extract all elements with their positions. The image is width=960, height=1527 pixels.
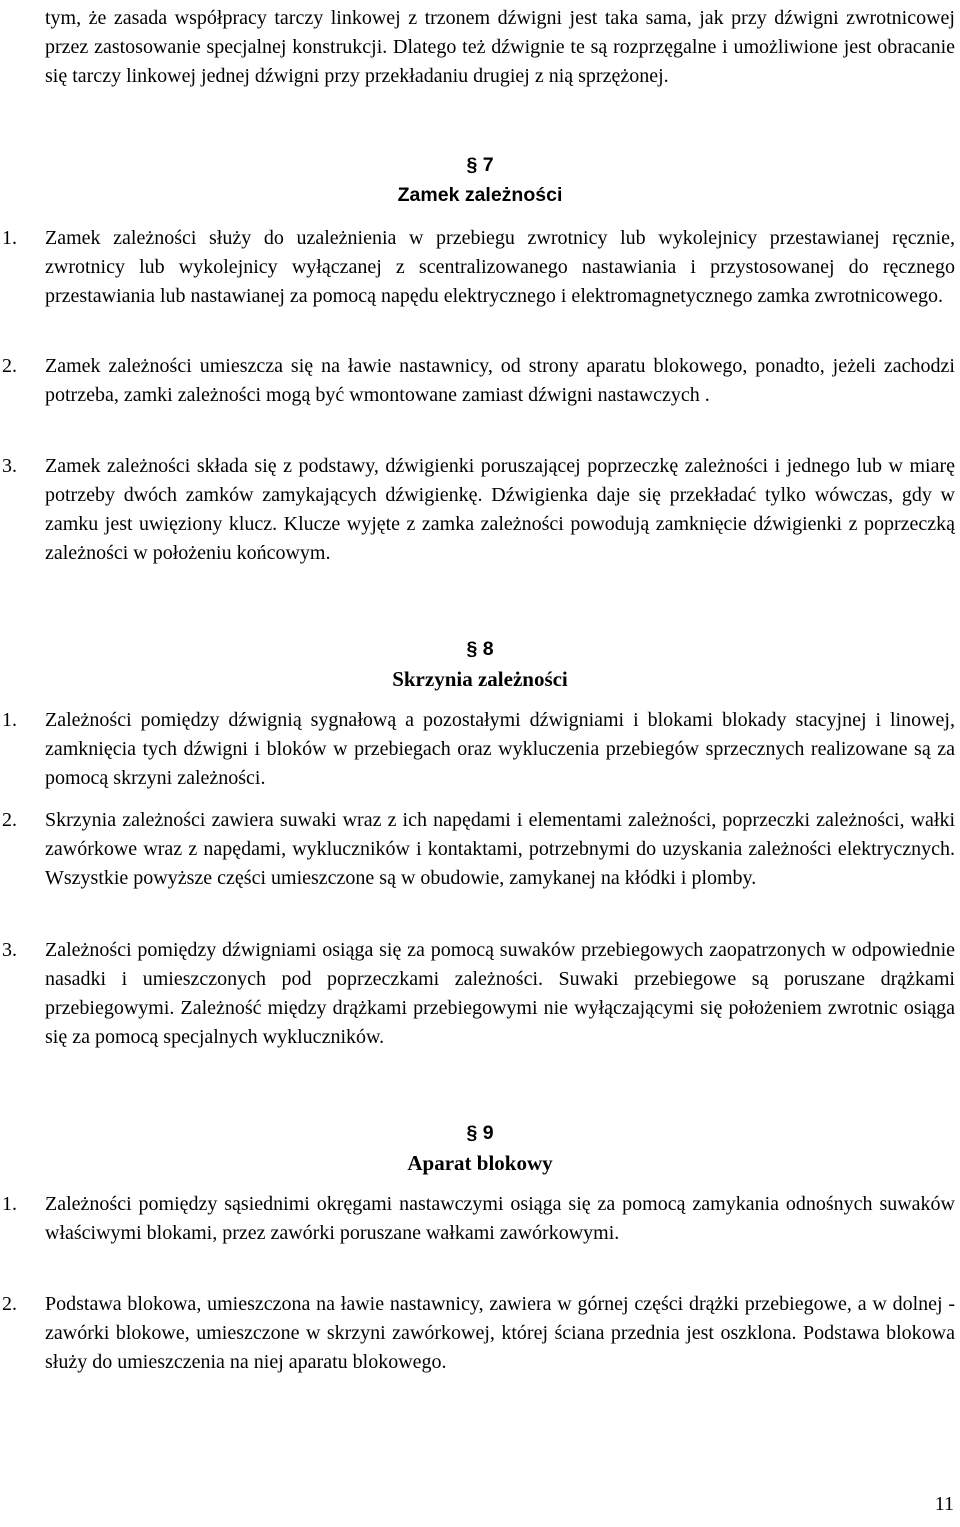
section-7-number: § 7 bbox=[466, 154, 494, 176]
item-text: Zależności pomiędzy dźwigniami osiąga się za pomocą suwaków przebiegowych zaopatrzonych w odpowiednie nasadki i umieszczonych pod poprzeczkami zależności. Suwaki przebiegowe są poruszane drążkami przebiegowymi. Zależność między drążkami przebiegowymi nie wyłączającymi się położeniem zwrotnic osiąga się za pomocą specjalnych wykluczników. bbox=[45, 939, 955, 1048]
item-number: 1. bbox=[2, 1193, 17, 1215]
item-number: 2. bbox=[2, 1293, 17, 1315]
section-9-title: Aparat blokowy bbox=[407, 1151, 553, 1175]
item-number: 2. bbox=[2, 355, 17, 377]
section-7-item-2 bbox=[0, 352, 960, 410]
section-9-item-1 bbox=[0, 1190, 960, 1248]
section-9-number: § 9 bbox=[466, 1122, 494, 1144]
section-8-item-3 bbox=[0, 936, 960, 1052]
section-7-title: Zamek zależności bbox=[397, 184, 563, 206]
item-text: Zamek zależności służy do uzależnienia w przebiegu zwrotnicy lub wykolejnicy przestawianej ręcznie, zwrotnicy lub wykolejnicy wyłączanej z scentralizowanego nastawiania i przystosowanej do ręcznego przestawiania lub nastawianej za pomocą napędu elektrycznego i elektromagnetycznego zamka zwrotnicowego. bbox=[45, 227, 955, 307]
item-text: Zamek zależności składa się z podstawy, dźwigienki poruszającej poprzeczkę zależności i jednego lub w miarę potrzeby dwóch zamków zamykających dźwigienkę. Dźwigienka daje się przekładać tylko wówczas, gdy w zamku jest uwięziony klucz. Klucze wyjęte z zamka zależności powodują zamknięcie dźwigienki z poprzeczką zależności w położeniu końcowym. bbox=[45, 455, 955, 564]
page-number: 11 bbox=[934, 1493, 954, 1515]
section-9-item-2 bbox=[0, 1290, 960, 1377]
item-text: Zamek zależności umieszcza się na ławie nastawnicy, od strony aparatu blokowego, ponadto, jeżeli zachodzi potrzeba, zamki zależności mogą być wmontowane zamiast dźwigni nastawczych . bbox=[45, 355, 955, 406]
item-text: Skrzynia zależności zawiera suwaki wraz z ich napędami i elementami zależności, poprzeczki zależności, wałki zawórkowe wraz z napędami, wykluczników i kontaktami, potrzebnymi do uzyskania zależności elektrycznych. Wszystkie powyższe części umieszczone są w obudowie, zamykanej na kłódki i plomby. bbox=[45, 809, 955, 889]
section-8-item-2 bbox=[0, 806, 960, 893]
intro-text: tym, że zasada współpracy tarczy linkowej z trzonem dźwigni jest taka sama, jak przy dźwigni zwrotnicowej przez zastosowanie specjalnej konstrukcji. Dlatego też dźwignie te są rozprzęgalne i umożliwione jest obracanie się tarczy linkowej jednej dźwigni przy przekładaniu drugiej z nią sprzężonej. bbox=[45, 7, 955, 87]
item-text: Zależności pomiędzy sąsiednimi okręgami nastawczymi osiąga się za pomocą zamykania odnośnych suwaków właściwymi blokami, przez zawórki poruszane wałkami zawórkowymi. bbox=[45, 1193, 955, 1244]
item-number: 2. bbox=[2, 809, 17, 831]
intro-paragraph bbox=[0, 4, 960, 91]
item-number: 3. bbox=[2, 455, 17, 477]
section-8-title: Skrzynia zależności bbox=[392, 667, 568, 691]
item-number: 1. bbox=[2, 227, 17, 249]
section-8-item-1 bbox=[0, 706, 960, 793]
section-7-item-3 bbox=[0, 452, 960, 568]
item-text: Zależności pomiędzy dźwignią sygnałową a pozostałymi dźwigniami i blokami blokady stacyjnej i linowej, zamknięcia tych dźwigni i bloków w przebiegach oraz wykluczenia przebiegów sprzecznych realizowane są za pomocą skrzyni zależności. bbox=[45, 709, 955, 789]
item-text: Podstawa blokowa, umieszczona na ławie nastawnicy, zawiera w górnej części drążki przebiegowe, a w dolnej - zawórki blokowe, umieszczone w skrzyni zawórkowej, której ściana przednia jest oszklona. Podstawa blokowa służy do umieszczenia na niej aparatu blokowego. bbox=[45, 1293, 955, 1373]
item-number: 3. bbox=[2, 939, 17, 961]
item-number: 1. bbox=[2, 709, 17, 731]
section-8-number: § 8 bbox=[466, 638, 494, 660]
section-7-item-1 bbox=[0, 224, 960, 311]
